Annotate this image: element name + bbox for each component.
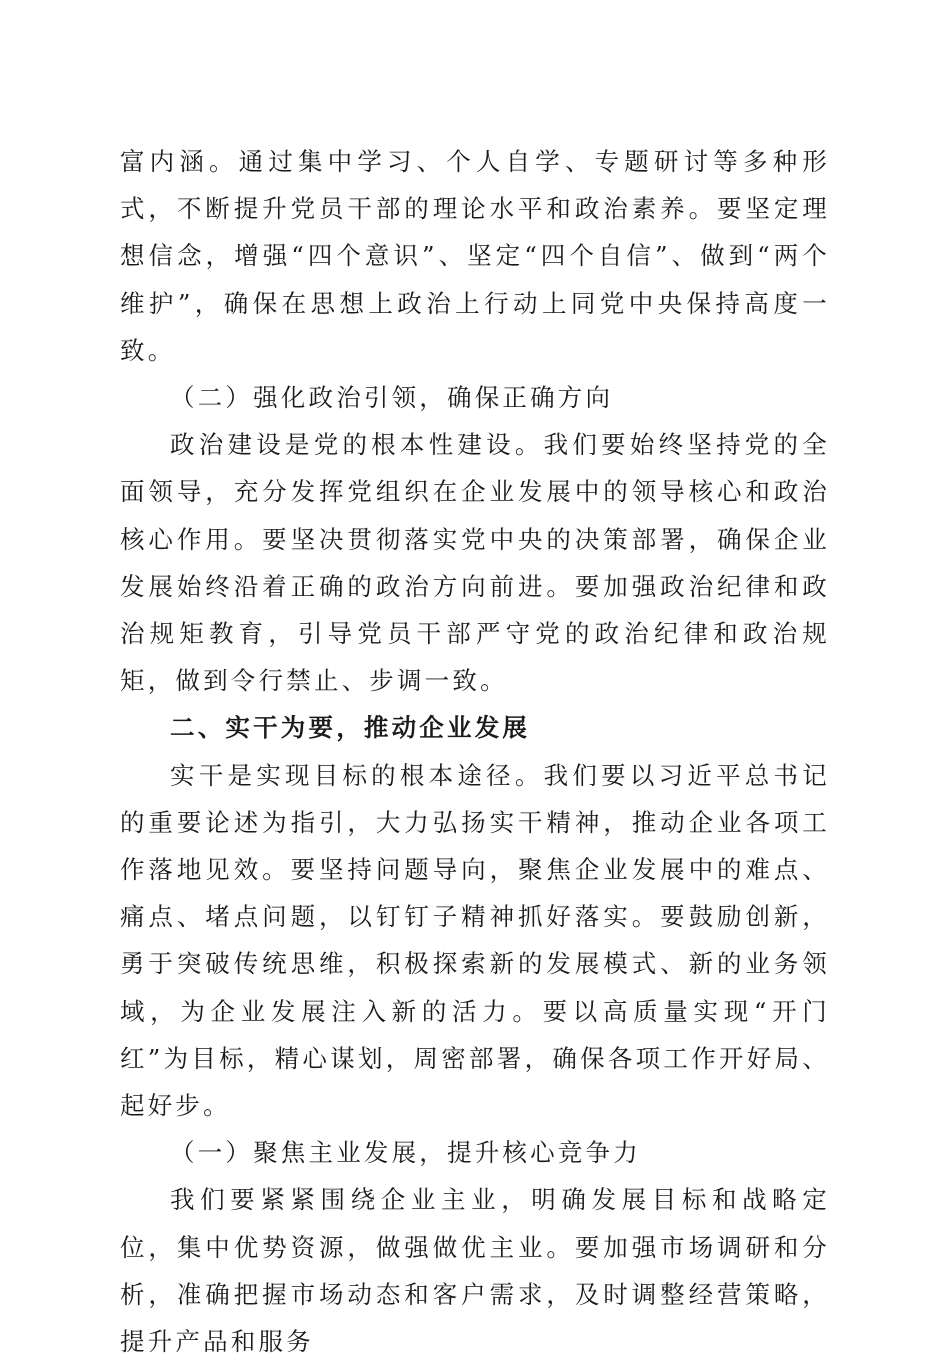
subheading-focus-main-business: （一）聚焦主业发展，提升核心竞争力 [170,1138,641,1168]
paragraph-main-business: 我们要紧紧围绕企业主业，明确发展目标和战略定位，集中优势资源，做强做优主业。要加强市场调研和分析，准确把握市场动态和客户需求，及时调整经营策略，提升产品和服务 [120,1185,830,1357]
heading-practical-work: 二、实干为要，推动企业发展 [170,713,531,743]
paragraph-continuation: 富内涵。通过集中学习、个人自学、专题研讨等多种形式，不断提升党员干部的理论水平和政治素养。要坚定理想信念，增强“四个意识”、坚定“四个自信”、做到“两个维护”，确保在思想上政治上行动上同党中央保持高度一致。 [120,147,830,365]
document-body [120,138,830,1365]
paragraph-political-construction: 政治建设是党的根本性建设。我们要始终坚持党的全面领导，充分发挥党组织在企业发展中的领导核心和政治核心作用。要坚决贯彻落实党中央的决策部署，确保企业发展始终沿着正确的政治方向前进。要加强政治纪律和政治规矩教育，引导党员干部严守党的政治纪律和政治规矩，做到令行禁止、步调一致。 [120,430,830,696]
subheading-strengthen-political-leadership: （二）强化政治引领，确保正确方向 [170,383,614,413]
paragraph-practical-work: 实干是实现目标的根本途径。我们要以习近平总书记的重要论述为指引，大力弘扬实干精神，推动企业各项工作落地见效。要坚持问题导向，聚焦企业发展中的难点、痛点、堵点问题，以钉钉子精神抓好落实。要鼓励创新，勇于突破传统思维，积极探索新的发展模式、新的业务领域，为企业发展注入新的活力。要以高质量实现“开门红”为目标，精心谋划，周密部署，确保各项工作开好局、起好步。 [120,760,830,1121]
